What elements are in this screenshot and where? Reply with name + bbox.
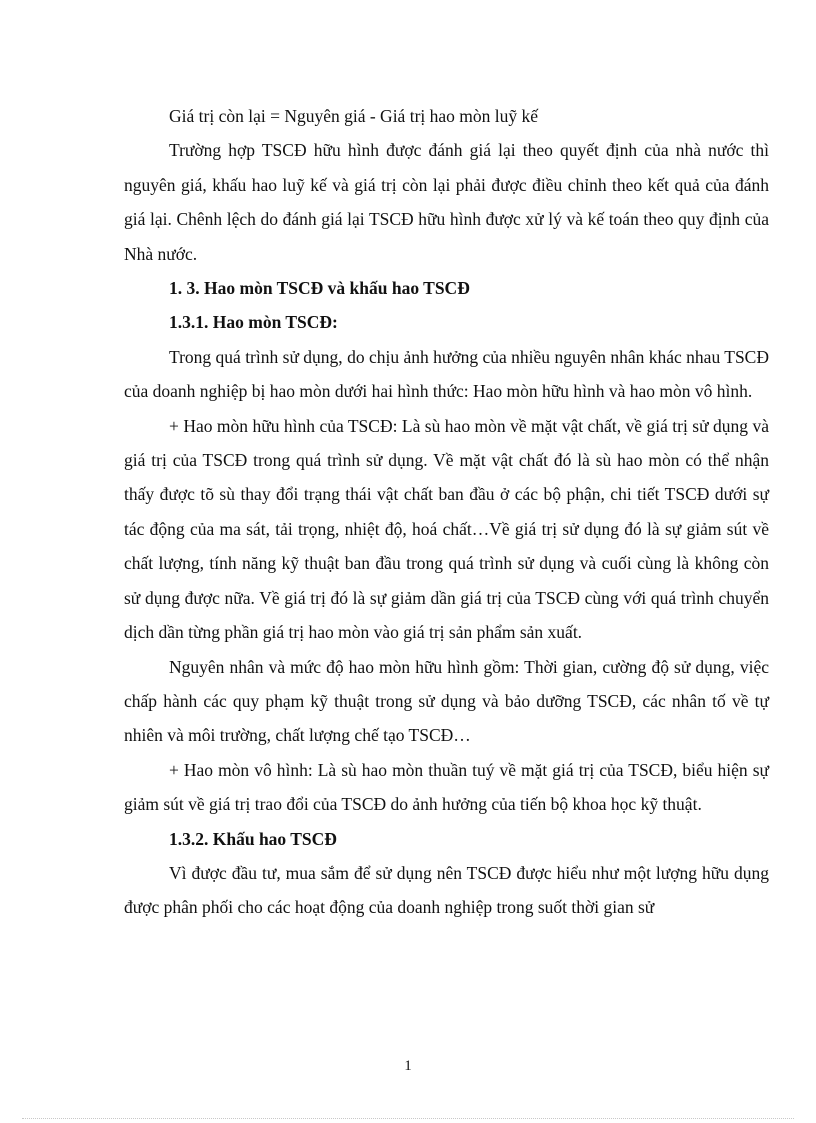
paragraph-depreciation: Vì được đầu tư, mua sắm để sử dụng nên TSCĐ được hiểu như một lượng hữu dụng được phân phối cho các hoạt động của doanh nghiệp trong suốt thời gian sử [124, 862, 769, 918]
heading-section-1-3-2: 1.3.2. Khấu hao TSCĐ [169, 828, 337, 849]
heading-section-1-3-1: 1.3.1. Hao mòn TSCĐ: [169, 312, 338, 333]
page-body [124, 99, 769, 925]
page-bottom-divider [22, 1118, 794, 1119]
paragraph-revaluation: Trường hợp TSCĐ hữu hình được đánh giá lại theo quyết định của nhà nước thì nguyên giá, khấu hao luỹ kế và giá trị còn lại phải được điều chỉnh theo kết quả của đánh giá lại. Chênh lệch do đánh giá lại TSCĐ hữu hình được xử lý và kế toán theo quy định của Nhà nước. [124, 140, 769, 264]
formula-line: Giá trị còn lại = Nguyên giá - Giá trị hao mòn luỹ kế [169, 106, 539, 126]
paragraph-wear-causes: Nguyên nhân và mức độ hao mòn hữu hình gồm: Thời gian, cường độ sử dụng, việc chấp hành các quy phạm kỹ thuật trong sử dụng và bảo dưỡng TSCĐ, các nhân tố về tự nhiên và môi trường, chất lượng chế tạo TSCĐ… [124, 656, 769, 746]
heading-section-1-3: 1. 3. Hao mòn TSCĐ và khấu hao TSCĐ [169, 278, 470, 299]
page-number: 1 [404, 1058, 412, 1074]
paragraph-wear-intro: Trong quá trình sử dụng, do chịu ảnh hưởng của nhiều nguyên nhân khác nhau TSCĐ của doanh nghiệp bị hao mòn dưới hai hình thức: Hao mòn hữu hình và hao mòn vô hình. [124, 346, 769, 402]
paragraph-tangible-wear: + Hao mòn hữu hình của TSCĐ: Là sù hao mòn về mặt vật chất, về giá trị sử dụng và giá trị của TSCĐ trong quá trình sử dụng. Về mặt vật chất đó là sù hao mòn có thể nhận thấy được tõ sù thay đổi trạng thái vật chất ban đầu ở các bộ phận, chi tiết TSCĐ dưới sự tác động của ma sát, tải trọng, nhiệt độ, hoá chất…Về giá trị sử dụng đó là sự giảm sút về chất lượng, tính năng kỹ thuật ban đầu trong quá trình sử dụng và cuối cùng là không còn sử dụng được nữa. Về giá trị đó là sự giảm dần giá trị của TSCĐ cùng với quá trình chuyển dịch dần từng phần giá trị hao mòn vào giá trị sản phẩm sản xuất. [124, 415, 769, 643]
paragraph-intangible-wear: + Hao mòn vô hình: Là sù hao mòn thuần tuý về mặt giá trị của TSCĐ, biểu hiện sự giảm sút về giá trị trao đổi của TSCĐ do ảnh hưởng của tiến bộ khoa học kỹ thuật. [124, 759, 769, 815]
